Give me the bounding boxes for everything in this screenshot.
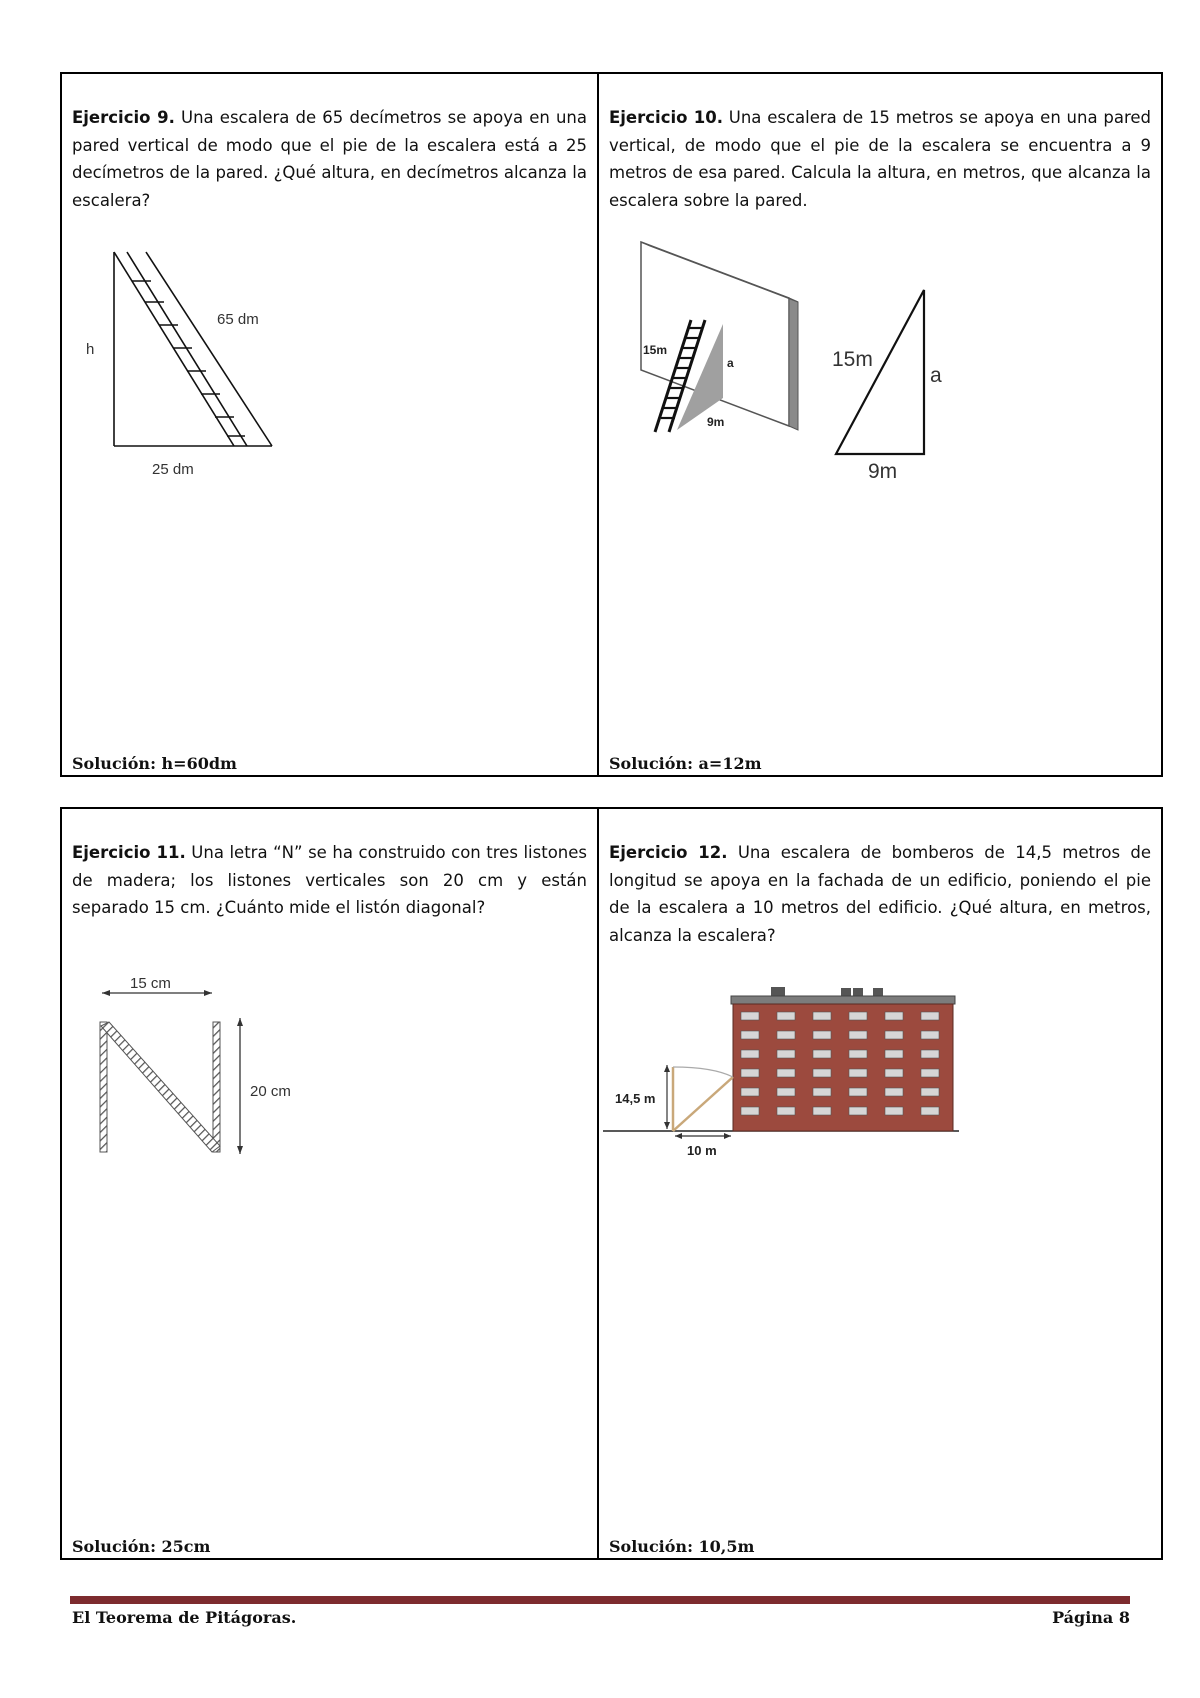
- exercise-12-solution: Solución: 10,5m: [609, 1537, 755, 1556]
- label-height: 20 cm: [250, 1083, 291, 1100]
- label-ladder: 14,5 m: [615, 1091, 656, 1106]
- building-window: [813, 1012, 831, 1020]
- building-window: [849, 1012, 867, 1020]
- building-window: [885, 1031, 903, 1039]
- building-figure-12: [603, 979, 963, 1169]
- exercise-9-solution: Solución: h=60dm: [72, 754, 237, 773]
- label-hypotenuse: 65 dm: [217, 311, 259, 328]
- exercise-12-text: Una escalera de bomberos de 14,5 metros de longitud se apoya en la fachada de un edificio, poniendo el pie de la escalera a 10 metros del edificio. ¿Qué altura, en metros, alcanza la escalera?: [609, 843, 1151, 945]
- building-window: [885, 1012, 903, 1020]
- building-window: [741, 1069, 759, 1077]
- exercise-9-text: Una escalera de 65 decímetros se apoya en una pared vertical de modo que el pie de la escalera está a 25 decímetros de la pared. ¿Qué altura, en decímetros alcanza la escalera?: [72, 108, 588, 210]
- letter-n-figure-11: [88, 974, 348, 1174]
- building-window: [921, 1050, 939, 1058]
- exercise-10-text: Una escalera de 15 metros se apoya en una pared vertical, de modo que el pie de la escalera se encuentra a 9 metros de esa pared. Calcula la altura, en metros, que alcanza la escalera sobre la pared.: [609, 108, 1151, 210]
- building-window: [921, 1069, 939, 1077]
- building-window: [849, 1050, 867, 1058]
- building-window: [777, 1012, 795, 1020]
- building-window: [849, 1031, 867, 1039]
- building-window: [849, 1107, 867, 1115]
- ladder-figure-9: [82, 244, 302, 484]
- building-window: [777, 1088, 795, 1096]
- building-window: [813, 1031, 831, 1039]
- triangle-label-height: a: [930, 364, 942, 387]
- exercise-10-solution: Solución: a=12m: [609, 754, 762, 773]
- building-window: [741, 1012, 759, 1020]
- exercise-9-title: Ejercicio 9.: [72, 108, 175, 127]
- building-window: [777, 1069, 795, 1077]
- building-window: [849, 1088, 867, 1096]
- footer-bar: [70, 1596, 1130, 1604]
- label-width: 15 cm: [130, 975, 171, 992]
- exercise-12: [599, 809, 1161, 1558]
- building-window: [921, 1012, 939, 1020]
- exercise-10-statement: [609, 104, 1151, 214]
- wall-label-hyp: 15m: [643, 343, 668, 357]
- building-window: [741, 1050, 759, 1058]
- building-window: [885, 1050, 903, 1058]
- building-window: [777, 1050, 795, 1058]
- building-window: [921, 1031, 939, 1039]
- exercise-11: [62, 809, 599, 1558]
- building-window: [813, 1088, 831, 1096]
- exercise-12-title: Ejercicio 12.: [609, 843, 728, 862]
- building-window: [921, 1088, 939, 1096]
- triangle-label-hyp: 15m: [832, 348, 873, 371]
- building-window: [741, 1088, 759, 1096]
- page-number: Página 8: [1052, 1608, 1130, 1627]
- building-window: [777, 1031, 795, 1039]
- building-window: [813, 1069, 831, 1077]
- exercise-9-statement: [72, 104, 587, 214]
- exercise-10: [599, 74, 1161, 775]
- label-base: 25 dm: [152, 461, 194, 478]
- exercise-box-top: [60, 72, 1163, 777]
- exercise-box-bottom: [60, 807, 1163, 1560]
- building-window: [885, 1107, 903, 1115]
- building-window: [885, 1088, 903, 1096]
- building-window: [741, 1031, 759, 1039]
- exercise-9: [62, 74, 599, 775]
- building-window: [777, 1107, 795, 1115]
- exercise-11-text: Una letra “N” se ha construido con tres listones de madera; los listones verticales son 20 cm y están separado 15 cm. ¿Cuánto mide el listón diagonal?: [72, 843, 587, 917]
- exercise-11-solution: Solución: 25cm: [72, 1537, 211, 1556]
- building-window: [741, 1107, 759, 1115]
- building-window: [885, 1069, 903, 1077]
- triangle-figure-10: [824, 262, 964, 482]
- wall-label-height: a: [727, 356, 734, 370]
- exercise-11-title: Ejercicio 11.: [72, 843, 186, 862]
- footer-title: El Teorema de Pitágoras.: [72, 1608, 297, 1627]
- triangle-label-base: 9m: [868, 460, 898, 483]
- building-window: [813, 1050, 831, 1058]
- label-base: 10 m: [687, 1143, 717, 1158]
- wall-ladder-figure-10: [635, 242, 825, 462]
- exercise-12-statement: [609, 839, 1151, 949]
- label-height: h: [86, 341, 95, 358]
- building-window: [921, 1107, 939, 1115]
- building-window: [849, 1069, 867, 1077]
- exercise-11-statement: [72, 839, 587, 922]
- wall-label-base: 9m: [707, 415, 725, 429]
- exercise-10-title: Ejercicio 10.: [609, 108, 723, 127]
- building-window: [813, 1107, 831, 1115]
